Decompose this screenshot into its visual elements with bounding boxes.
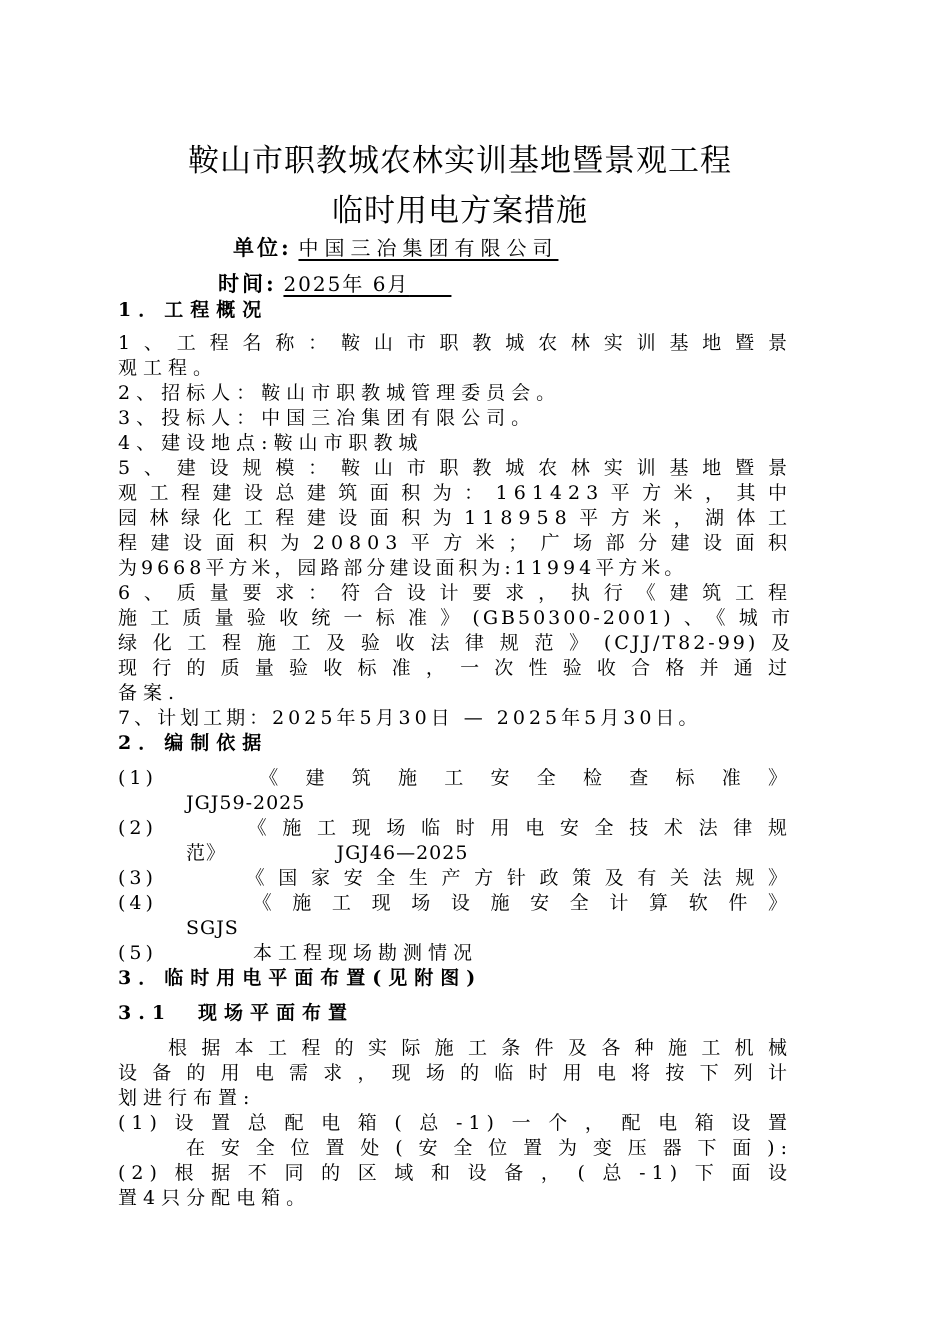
section2-heading: 2．编制依据: [118, 732, 269, 754]
document-title-line2: 临时用电方案措施: [332, 193, 588, 229]
section3-item-line: 在安全位置处(安全位置为变压器下面):: [186, 1137, 793, 1159]
unit-label: 单位:: [233, 235, 292, 260]
section1-line: 3、投标人：中国三冶集团有限公司。: [118, 407, 537, 429]
section1-line: 5、建设规模：鞍山市职教城农林实训基地暨景: [118, 457, 793, 479]
unit-row: [233, 232, 558, 262]
basis-item: [118, 816, 793, 866]
section3-item-line: (2)根据不同的区域和设备，(总-1)下面设: [118, 1162, 793, 1184]
document-title-line1: 鞍山市职教城农林实训基地暨景观工程: [188, 143, 732, 179]
section3-paragraph-line: 设备的用电需求，现场的临时用电将按下列计: [118, 1062, 793, 1084]
basis-item: [118, 866, 793, 891]
section3-heading: 3．临时用电平面布置(见附图): [118, 967, 483, 989]
section1-line: 观工程。: [118, 357, 219, 379]
time-value: 2025年 6月: [283, 272, 410, 296]
section1-line: 2、招标人：鞍山市职教城管理委员会。: [118, 382, 562, 404]
section1-line: 备案.: [118, 682, 181, 704]
time-label: 时间:: [218, 271, 277, 296]
section1-line: 7、计划工期：2025年5月30日 — 2025年5月30日。: [118, 707, 702, 729]
basis-item: [118, 941, 793, 966]
basis-item: [118, 891, 793, 941]
section1-line: 6、质量要求：符合设计要求，执行《建筑工程: [118, 582, 793, 604]
basis-item-number: (4): [118, 892, 157, 914]
section1-line: 园林绿化工程建设面积为118958平方米，湖体工: [118, 507, 793, 529]
basis-item-text: 《施工现场临时用电安全技术法律规: [238, 817, 793, 839]
section1-line: 现行的质量验收标准，一次性验收合格并通过: [118, 657, 793, 679]
section1-heading: 1．工程概况: [118, 299, 269, 321]
section3-paragraph-line: 划进行布置:: [118, 1087, 256, 1109]
basis-item-code: SGJS: [186, 917, 239, 939]
section1-line: 为9668平方米，园路部分建设面积为:11994平方米。: [118, 557, 688, 579]
section1-line: 4、建设地点:鞍山市职教城: [118, 432, 424, 454]
basis-item-text: 《国家安全生产方针政策及有关法规》: [238, 867, 793, 889]
basis-item: [118, 766, 793, 816]
section3-paragraph-line: 根据本工程的实际施工条件及各种施工机械: [168, 1037, 793, 1059]
basis-item-number: (2): [118, 817, 157, 839]
section1-line: 程建设面积为20803平方米；广场部分建设面积: [118, 532, 793, 554]
document-body: [118, 298, 793, 1211]
section3-item-line: 置4只分配电箱。: [118, 1187, 312, 1209]
section3-1-heading: 3.1 现场平面布置: [118, 1002, 355, 1024]
basis-item-number: (5): [118, 942, 157, 964]
section1-line: 1、工程名称：鞍山市职教城农林实训基地暨景: [118, 332, 793, 354]
section3-item-line: (1)设置总配电箱(总-1)一个，配电箱设置: [118, 1112, 793, 1134]
section1-line: 绿化工程施工及验收法律规范》(CJJ/T82-99)及: [118, 632, 793, 654]
section1-line: 施工质量验收统一标准》(GB50300-2001)、《城市: [118, 607, 793, 629]
basis-item-text: 《建筑施工安全检查标准》: [238, 767, 793, 789]
basis-item-number: (3): [118, 867, 157, 889]
basis-item-text: 本工程现场勘测情况: [253, 942, 479, 964]
section1-line: 观工程建设总建筑面积为：161423平方米，其中: [118, 482, 793, 504]
basis-item-number: (1): [118, 767, 157, 789]
basis-item-code: JGJ59-2025: [186, 792, 306, 814]
unit-value: 中国三冶集团有限公司: [298, 236, 559, 260]
time-row: [218, 268, 451, 298]
basis-item-text: 《施工现场设施安全计算软件》: [238, 892, 793, 914]
basis-item-code: 范》 JGJ46—2025: [186, 842, 469, 864]
